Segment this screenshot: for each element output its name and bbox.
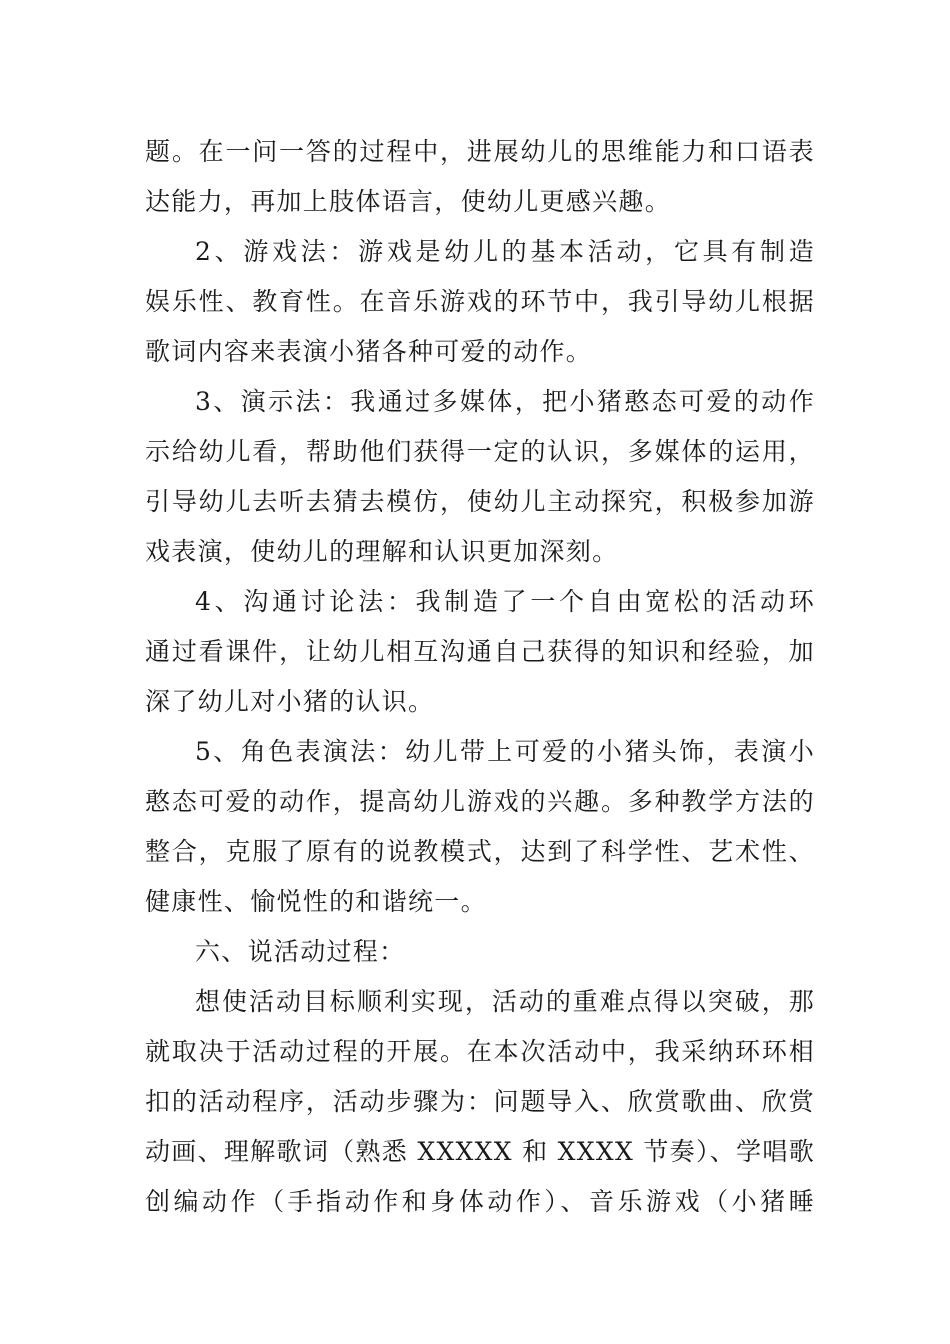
text-line: 健康性、愉悦性的和谐统一。: [145, 887, 487, 916]
text-line: 憨态可爱的动作，提高幼儿游戏的兴趣。多种教学方法的: [145, 787, 815, 816]
text-line: 深了幼儿对小猪的认识。: [145, 687, 435, 716]
text-line: 戏表演，使幼儿的理解和认识更加深刻。: [145, 537, 619, 566]
text-line: 扣的活动程序，活动步骤为：问题导入、欣赏歌曲、欣赏: [145, 1087, 815, 1116]
text-line: 动画、理解歌词（熟悉 XXXXX 和 XXXX 节奏）、学唱歌: [145, 1137, 815, 1166]
text-line: 歌词内容来表演小猪各种可爱的动作。: [145, 337, 593, 366]
text-line: 就取决于活动过程的开展。在本次活动中，我采纳环环相: [145, 1037, 815, 1066]
text-line: 4、沟通讨论法：我制造了一个自由宽松的活动环: [195, 587, 815, 616]
text-line: 引导幼儿去听去猜去模仿，使幼儿主动探究，积极参加游: [145, 487, 815, 516]
text-line: 题。在一问一答的过程中，进展幼儿的思维能力和口语表: [145, 137, 815, 166]
text-line: 2、游戏法：游戏是幼儿的基本活动，它具有制造: [195, 237, 815, 266]
text-line: 想使活动目标顺利实现，活动的重难点得以突破，那: [195, 987, 815, 1016]
text-line: 5、角色表演法：幼儿带上可爱的小猪头饰，表演小: [195, 737, 815, 766]
body-text: [145, 127, 815, 1227]
text-line: 整合，克服了原有的说教模式，达到了科学性、艺术性、: [145, 837, 815, 866]
text-line: 娱乐性、教育性。在音乐游戏的环节中，我引导幼儿根据: [145, 287, 815, 316]
text-line: 3、演示法：我通过多媒体，把小猪憨态可爱的动作: [195, 387, 815, 416]
text-line: 创编动作（手指动作和身体动作）、音乐游戏（小猪睡: [145, 1187, 815, 1216]
text-line: 通过看课件，让幼儿相互沟通自己获得的知识和经验，加: [145, 637, 815, 666]
text-line: 示给幼儿看，帮助他们获得一定的认识，多媒体的运用，: [145, 437, 815, 466]
text-line: 六、说活动过程：: [195, 937, 406, 966]
text-line: 达能力，再加上肢体语言，使幼儿更感兴趣。: [145, 187, 672, 216]
